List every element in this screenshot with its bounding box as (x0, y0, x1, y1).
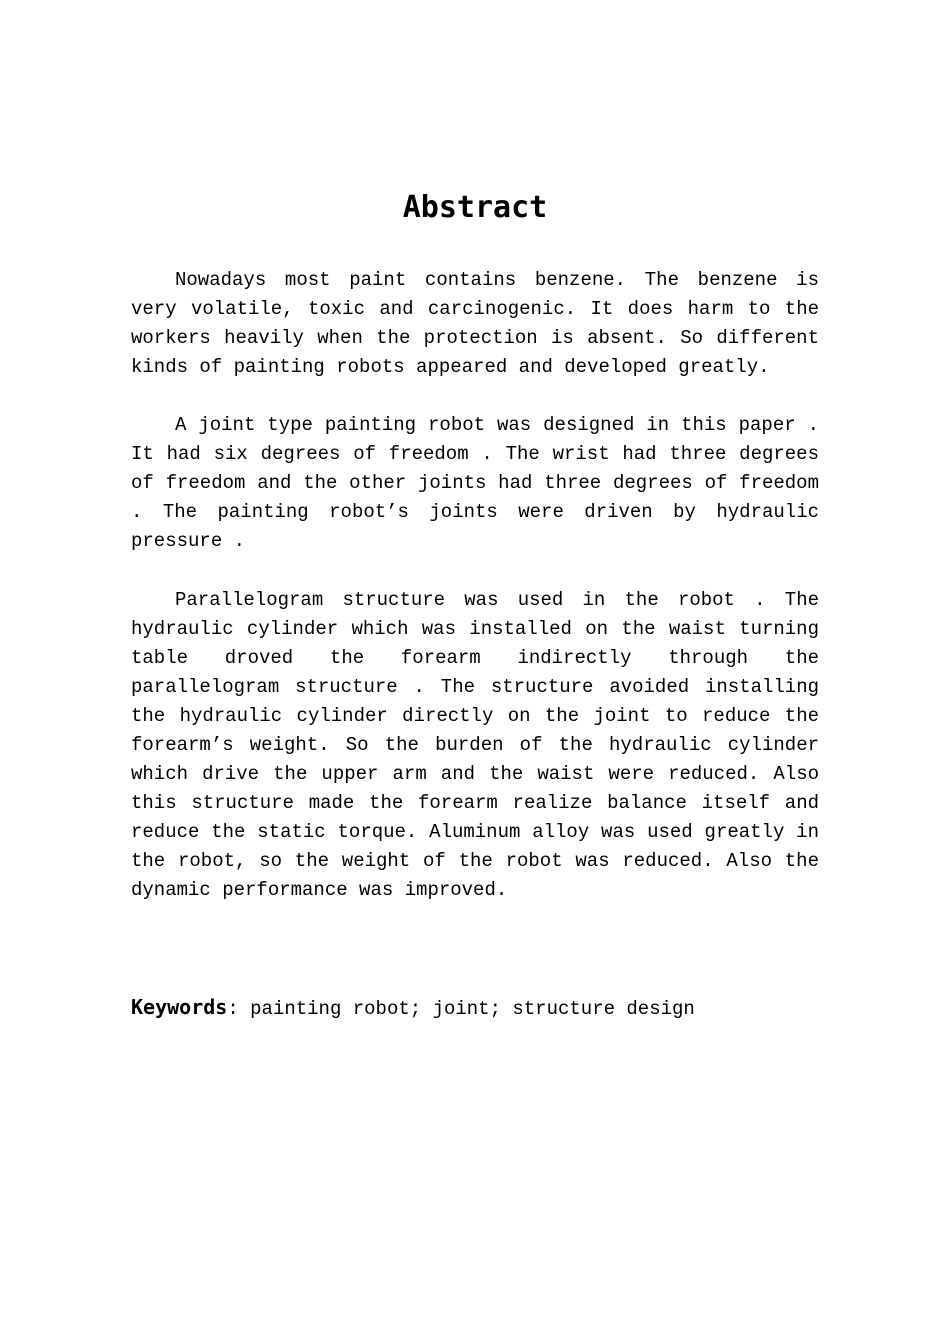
keywords-value: painting robot; joint; structure design (250, 998, 695, 1020)
keywords-separator: : (227, 998, 251, 1020)
abstract-paragraph-2: A joint type painting robot was designed in this paper . It had six degrees of freedom . The wrist had three degrees of freedom and the other joints had three degrees of freedom . The painting robot’s joints were driven by hydraulic pressure . (131, 414, 819, 552)
keywords-line (131, 993, 695, 1024)
abstract-title: Abstract (402, 190, 548, 225)
keywords-label: Keywords (131, 995, 228, 1019)
abstract-paragraph-3: Parallelogram structure was used in the robot . The hydraulic cylinder which was installed on the waist turning table droved the forearm indirectly through the parallelogram structure . The structure avoided installing the hydraulic cylinder directly on the joint to reduce the forearm’s weight. So the burden of the hydraulic cylinder which drive the upper arm and the waist were reduced. Also this structure made the forearm realize balance itself and reduce the static torque. Aluminum alloy was used greatly in the robot, so the weight of the robot was reduced. Also the dynamic performance was improved. (131, 589, 819, 901)
abstract-paragraph-1: Nowadays most paint contains benzene. The benzene is very volatile, toxic and carcinogenic. It does harm to the workers heavily when the protection is absent. So different kinds of painting robots appeared and developed greatly. (131, 269, 819, 378)
